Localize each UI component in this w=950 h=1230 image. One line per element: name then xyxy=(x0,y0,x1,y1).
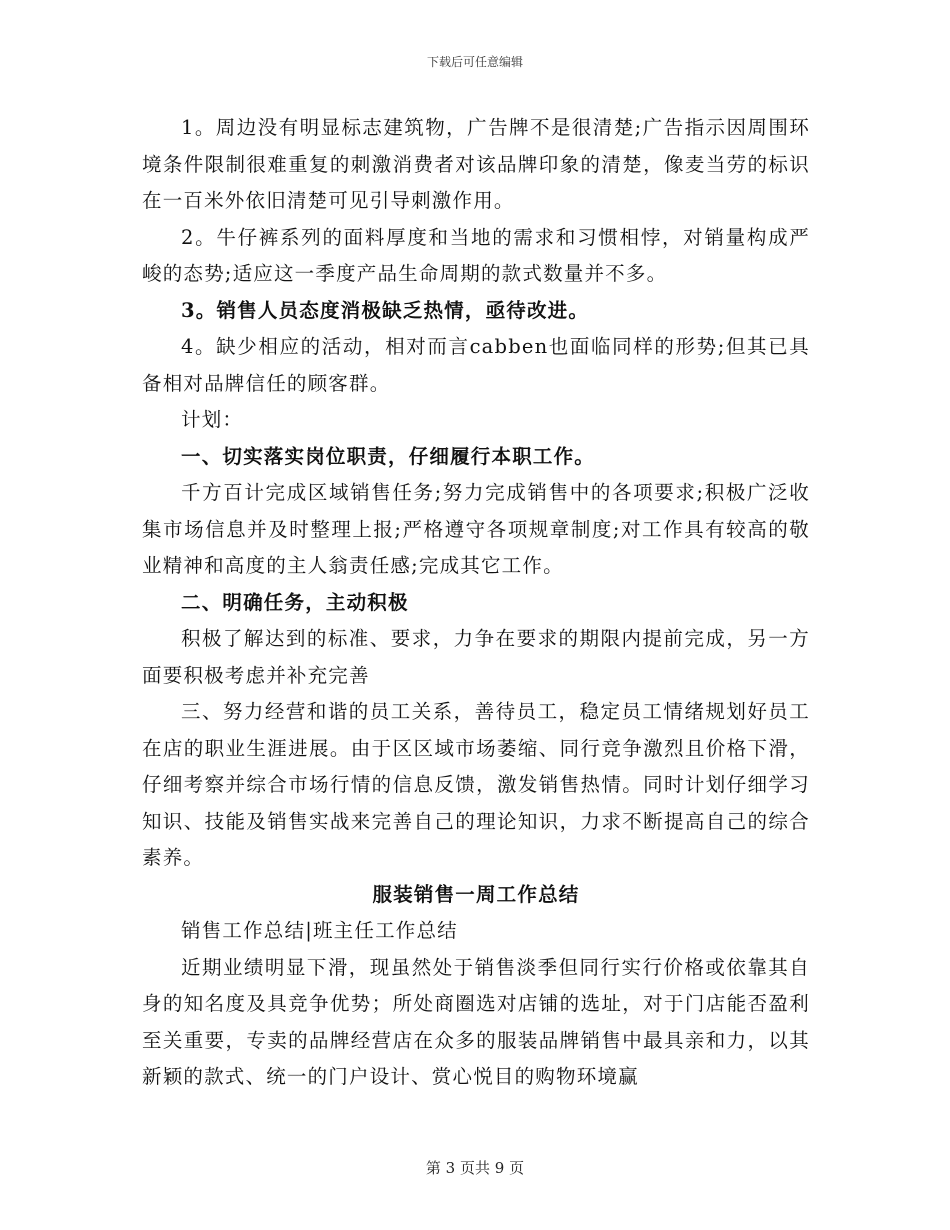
category-line: 销售工作总结|班主任工作总结 xyxy=(181,919,458,942)
bold-paragraph: 3。销售人员态度消极缺乏热情，亟待改进。 xyxy=(181,298,590,322)
section-heading-1: 一、切实落实岗位职责，仔细履行本职工作。 xyxy=(181,444,596,468)
paragraph: 积极了解达到的标准、要求，力争在要求的期限内提前完成，另一方面要积极考虑并补充完善 xyxy=(142,627,810,687)
paragraph: 1。周边没有明显标志建筑物，广告牌不是很清楚;广告指示因周围环境条件限制很难重复的刺激消费者对该品牌印象的清楚，像麦当劳的标识在一百米外依旧清楚可见引导刺激作用。 xyxy=(142,116,810,212)
paragraph: 近期业绩明显下滑，现虽然处于销售淡季但同行实行价格或依靠其自身的知名度及具竞争优势；所处商圈选对店铺的选址，对于门店能否盈利至关重要，专卖的品牌经营店在众多的服装品牌销售中最具亲和力，以其新颖的款式、统一的门户设计、赏心悦目的购物环境赢 xyxy=(142,955,810,1088)
document-title: 服装销售一周工作总结 xyxy=(372,882,580,906)
paragraph: 三、努力经营和谐的员工关系，善待员工，稳定员工情绪规划好员工在店的职业生涯进展。由于区区域市场萎缩、同行竞争激烈且价格下滑，仔细考察并综合市场行情的信息反馈，激发销售热情。同时计划仔细学习知识、技能及销售实战来完善自己的理论知识，力求不断提高自己的综合素养。 xyxy=(142,700,810,869)
document-body xyxy=(142,110,810,1096)
page-header: 下载后可任意编辑 xyxy=(426,55,523,69)
paragraph: 2。牛仔裤系列的面料厚度和当地的需求和习惯相悖，对销量构成严峻的态势;适应这一季度产品生命周期的款式数量并不多。 xyxy=(142,225,810,285)
plan-label: 计划： xyxy=(181,408,244,431)
paragraph: 4。缺少相应的活动，相对而言cabben也面临同样的形势;但其已具备相对品牌信任的顾客群。 xyxy=(142,335,810,395)
paragraph: 千方百计完成区域销售任务;努力完成销售中的各项要求;积极广泛收集市场信息并及时整理上报;严格遵守各项规章制度;对工作具有较高的敬业精神和高度的主人翁责任感;完成其它工作。 xyxy=(142,481,810,577)
section-heading-2: 二、明确任务，主动积极 xyxy=(181,590,409,614)
page-footer: 第 3 页共 9 页 xyxy=(425,1159,525,1177)
